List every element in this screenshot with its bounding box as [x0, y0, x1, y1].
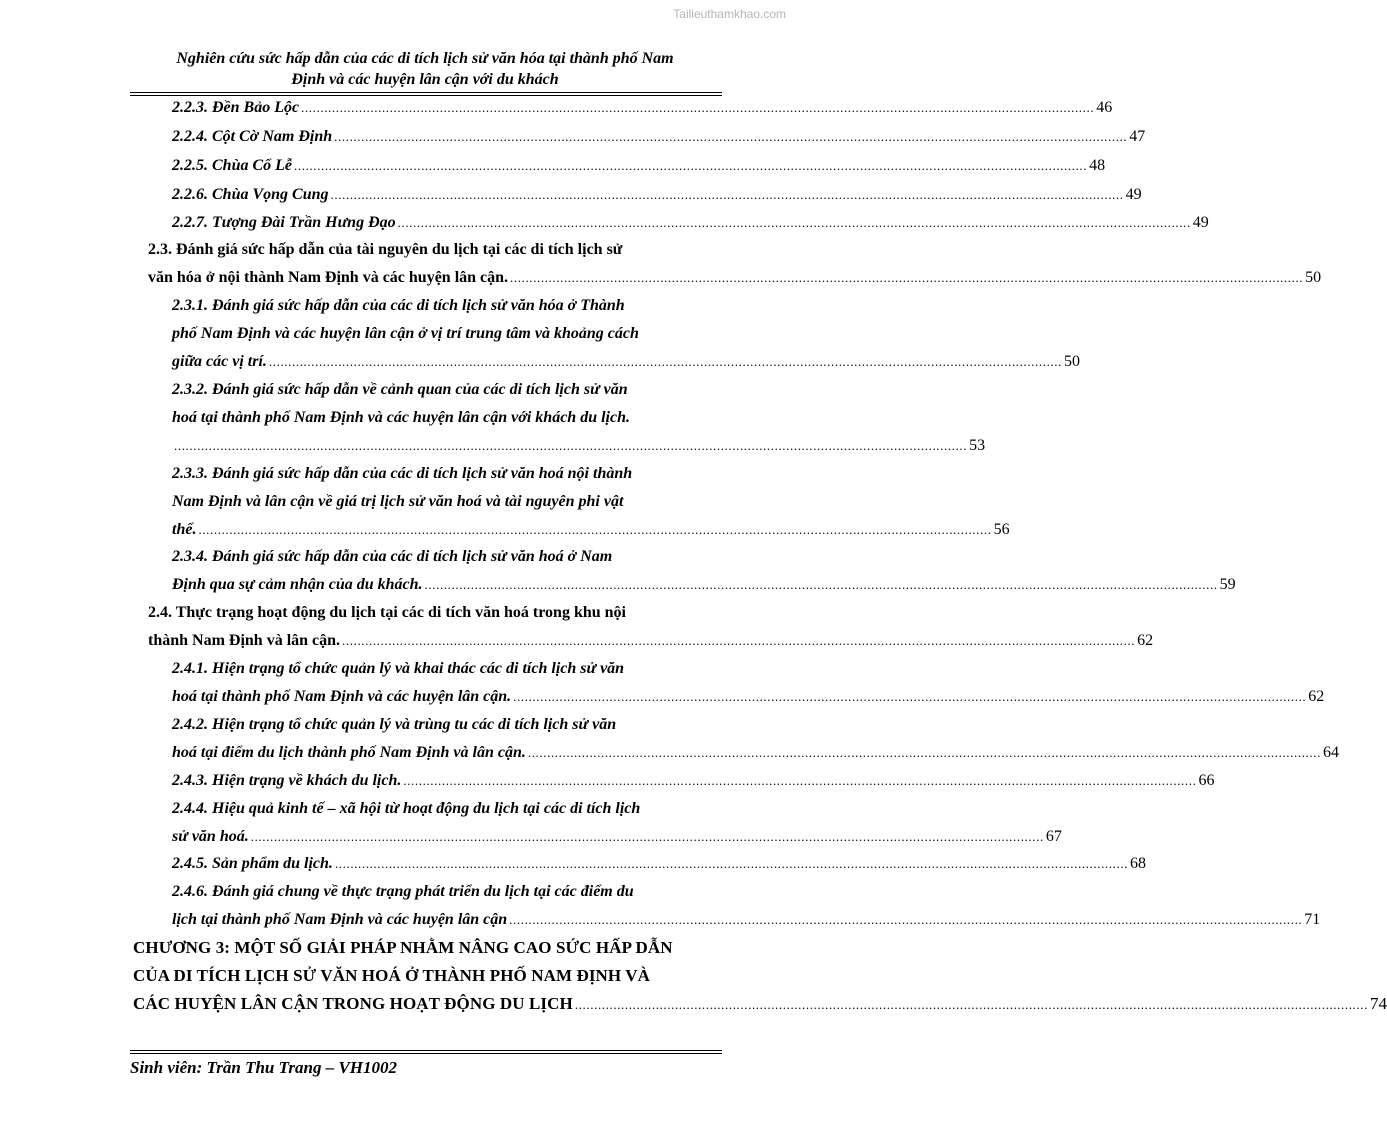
running-header [130, 48, 720, 90]
toc-entry-2-4-5 [172, 850, 1147, 878]
running-footer: Sinh viên: Trần Thu Trang – VH1002 [130, 1058, 398, 1077]
watermark-text: Tailieuthamkhao.com [673, 7, 786, 21]
toc-entry-line: phố Nam Định và các huyện lân cận ở vị trí trung tâm và khoảng cách [172, 325, 639, 342]
toc-entry-title: 2.2.6. Chùa Vọng Cung [172, 186, 329, 203]
toc-entry-line: 2.4.6. Đánh giá chung về thực trạng phát triển du lịch tại các điểm du [172, 883, 634, 900]
toc-entry-line: 2.4.1. Hiện trạng tổ chức quản lý và khai thác các di tích lịch sử văn [172, 660, 625, 677]
dot-leader [335, 856, 1128, 871]
toc-entry-title: thành Nam Định và lân cận. [148, 632, 341, 649]
toc-entry-2-2-3 [172, 94, 1113, 122]
toc-page-number: 71 [1304, 911, 1321, 928]
toc-entry-title: hoá tại thành phố Nam Định và các huyện lân cận. [172, 688, 512, 705]
toc-entry-line: Nam Định và lân cận về giá trị lịch sử văn hoá và tài nguyên phi vật [172, 493, 624, 510]
toc-entry-title: hoá tại điểm du lịch thành phố Nam Định và lân cận. [172, 744, 526, 761]
toc-entry-title: 2.4.3. Hiện trạng về khách du lịch. [172, 772, 402, 789]
toc-entry-2-4-1 [172, 655, 1325, 711]
toc-page-number: 64 [1322, 744, 1339, 761]
toc-entry-line: 2.4.4. Hiệu quả kinh tế – xã hội từ hoạt động du lịch tại các di tích lịch [172, 800, 641, 817]
toc-entry-title: Định qua sự cảm nhận của du khách. [172, 576, 423, 593]
toc-entry-2-2-7 [172, 209, 1209, 237]
toc-entry-2-2-6 [172, 181, 1142, 209]
toc-entry-2-2-5 [172, 152, 1106, 180]
toc-page-number: 50 [1064, 353, 1081, 370]
dot-leader [513, 689, 1306, 704]
toc-entry-line: 2.3.2. Đánh giá sức hấp dẫn về cảnh quan của các di tích lịch sử văn [172, 381, 628, 398]
toc-page-number: 67 [1045, 828, 1062, 845]
toc-page-number: 46 [1096, 99, 1113, 116]
dot-leader [294, 158, 1087, 173]
dot-leader [251, 829, 1044, 844]
header-line-2: Định và các huyện lân cận với du khách [291, 71, 559, 88]
dot-leader [510, 270, 1303, 285]
toc-entry-title: CÁC HUYỆN LÂN CẬN TRONG HOẠT ĐỘNG DU LỊCH [133, 994, 573, 1013]
toc-entry-line: hoá tại thành phố Nam Định và các huyện lân cận với khách du lịch. [172, 409, 630, 426]
dot-leader [174, 438, 967, 453]
toc-entry-line: 2.3.4. Đánh giá sức hấp dẫn của các di tích lịch sử văn hoá ở Nam [172, 548, 613, 565]
toc-page-number: 50 [1305, 269, 1322, 286]
header-line-1: Nghiên cứu sức hấp dẫn của các di tích lịch sử văn hóa tại thành phố Nam [176, 50, 674, 67]
toc-entry-2-3-1 [172, 292, 1081, 376]
toc-entry-2-2-4 [172, 123, 1146, 151]
dot-leader [425, 577, 1218, 592]
toc-entry-line: 2.4. Thực trạng hoạt động du lịch tại các di tích văn hoá trong khu nội [148, 604, 626, 621]
toc-page-number: 49 [1125, 186, 1142, 203]
toc-entry-title: giữa các vị trí. [172, 353, 267, 370]
toc-entry-title: 2.2.4. Cột Cờ Nam Định [172, 128, 333, 145]
toc-page-number: 62 [1308, 688, 1325, 705]
toc-entry-2-4-4 [172, 795, 1062, 851]
toc-entry-2-3-4 [172, 543, 1236, 599]
toc-page-number: 74 [1369, 994, 1387, 1013]
toc-entry-line: CỦA DI TÍCH LỊCH SỬ VĂN HOÁ Ở THÀNH PHỐ NAM ĐỊNH VÀ [133, 966, 651, 985]
dot-leader [331, 187, 1124, 202]
dot-leader [334, 129, 1127, 144]
toc-entry-2-4-2 [172, 711, 1339, 767]
toc-page-number: 59 [1219, 576, 1236, 593]
toc-entry-2-3 [148, 236, 1322, 292]
toc-page-number: 49 [1192, 214, 1209, 231]
toc-entry-title: thể. [172, 521, 197, 538]
toc-page-number: 56 [993, 521, 1010, 538]
toc-entry-chapter-3 [133, 934, 1387, 1019]
toc-entry-line: 2.3.3. Đánh giá sức hấp dẫn của các di tích lịch sử văn hoá nội thành [172, 465, 633, 482]
toc-entry-title: 2.4.5. Sản phẩm du lịch. [172, 855, 333, 872]
dot-leader [342, 633, 1135, 648]
dot-leader [509, 912, 1302, 927]
toc-entry-2-3-3 [172, 460, 1010, 544]
dot-leader [403, 773, 1196, 788]
dot-leader [528, 745, 1321, 760]
dot-leader [575, 997, 1368, 1012]
toc-entry-title: sử văn hoá. [172, 828, 249, 845]
toc-page-number: 66 [1198, 772, 1215, 789]
toc-page-number: 53 [969, 437, 986, 454]
toc-entry-title: 2.2.7. Tượng Đài Trần Hưng Đạo [172, 214, 396, 231]
toc-entry-line: 2.3. Đánh giá sức hấp dẫn của tài nguyên du lịch tại các di tích lịch sử [148, 241, 623, 258]
toc-page-number: 62 [1137, 632, 1154, 649]
dot-leader [398, 215, 1191, 230]
dot-leader [269, 354, 1062, 369]
dot-leader [301, 100, 1094, 115]
toc-entry-title: lịch tại thành phố Nam Định và các huyện lân cận [172, 911, 508, 928]
toc-entry-2-3-2 [172, 376, 986, 460]
dot-leader [198, 522, 991, 537]
toc-page-number: 47 [1129, 128, 1146, 145]
toc-page-number: 68 [1130, 855, 1147, 872]
footer-rule [130, 1050, 722, 1054]
toc-entry-line: 2.3.1. Đánh giá sức hấp dẫn của các di tích lịch sử văn hóa ở Thành [172, 297, 625, 314]
toc-entry-line: CHƯƠNG 3: MỘT SỐ GIẢI PHÁP NHẰM NÂNG CAO SỨC HẤP DẪN [133, 938, 673, 957]
toc-entry-title: 2.2.3. Đền Bảo Lộc [172, 99, 300, 116]
toc-page-number: 48 [1089, 157, 1106, 174]
toc-entry-line: 2.4.2. Hiện trạng tổ chức quản lý và trùng tu các di tích lịch sử văn [172, 716, 617, 733]
toc-entry-2-4-3 [172, 767, 1215, 795]
toc-entry-title: văn hóa ở nội thành Nam Định và các huyện lân cận. [148, 269, 509, 286]
toc-entry-2-4-6 [172, 878, 1321, 934]
toc-entry-2-4 [148, 599, 1154, 655]
toc-entry-title: 2.2.5. Chùa Cổ Lễ [172, 157, 293, 174]
